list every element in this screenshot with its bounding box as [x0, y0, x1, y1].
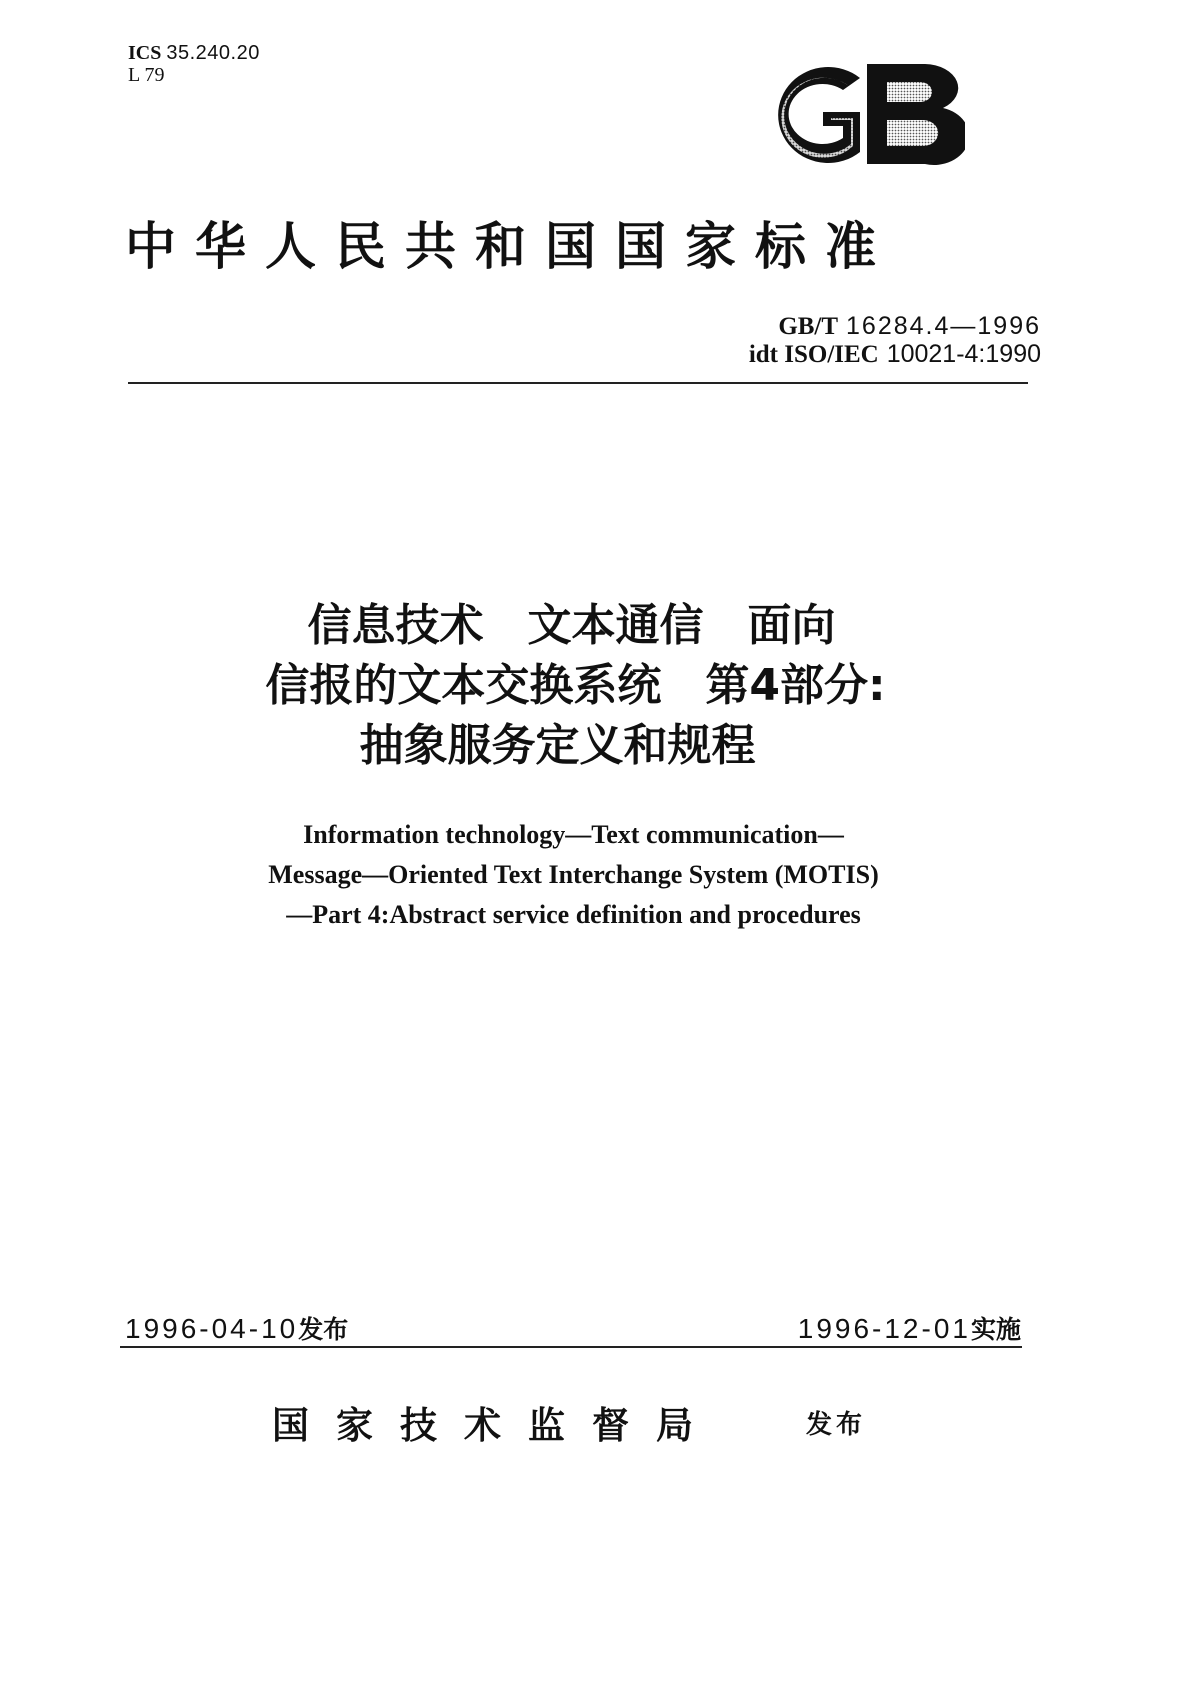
title-en-line-2: Message—Oriented Text Interchange System (MOTIS): [268, 860, 879, 889]
title-cn-line-3: 抽象服务定义和规程: [359, 720, 756, 771]
title-en-line-3: —Part 4:Abstract service definition and procedures: [286, 900, 861, 929]
standard-number-block: [749, 312, 1041, 368]
ics-line: [128, 42, 260, 64]
title-cn-line-2: 信报的文本交换系统 第4部分:: [265, 660, 886, 711]
top-divider: [128, 382, 1028, 384]
gb-logo: [765, 60, 965, 168]
idt-number: 10021-4:1990: [886, 340, 1041, 368]
title-cn-line-1: 信息技术 文本通信 面向: [307, 600, 836, 651]
publish-date-block: [125, 1310, 348, 1346]
title-en-line-1: Information technology—Text communication—: [303, 820, 844, 849]
publish-date: 1996-04-10: [125, 1313, 299, 1344]
issuer-name: 国家技术监督局: [272, 1403, 720, 1447]
standard-number-line: [749, 312, 1041, 340]
standard-number: 16284.4—1996: [846, 312, 1041, 340]
standard-prefix: GB/T: [778, 313, 839, 340]
standard-category-title: 中华人民共和国国家标准: [125, 217, 896, 277]
category-code: L 79: [128, 64, 165, 86]
publish-label: 发布: [298, 1315, 349, 1344]
ics-label: ICS: [128, 42, 162, 64]
ics-number: 35.240.20: [166, 42, 260, 64]
idt-label: idt ISO/IEC: [748, 341, 879, 368]
effective-date-block: [798, 1310, 1021, 1346]
effective-label: 实施: [970, 1315, 1021, 1344]
bottom-divider: [120, 1346, 1022, 1348]
issuer-action: 发布: [806, 1410, 867, 1440]
effective-date: 1996-12-01: [797, 1313, 971, 1344]
classification-codes: [128, 42, 260, 86]
idt-line: [749, 340, 1041, 368]
